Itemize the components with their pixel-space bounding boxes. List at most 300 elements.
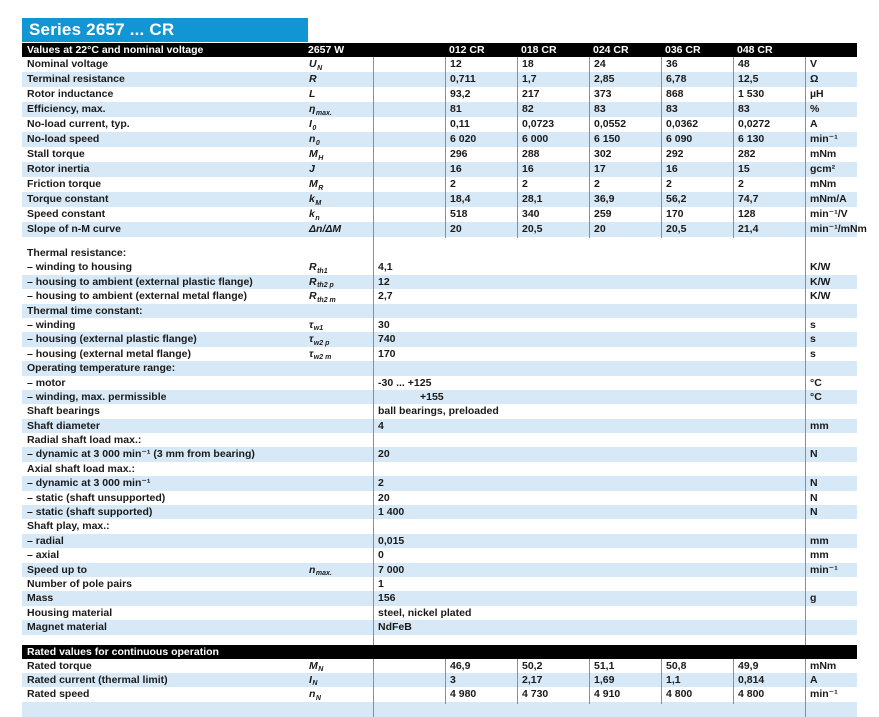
- row-unit: mm: [805, 534, 857, 548]
- row-label: Shaft bearings: [27, 405, 100, 418]
- symbol-main: R: [309, 290, 317, 303]
- row-unit: [805, 519, 857, 533]
- table-row: [22, 246, 857, 260]
- symbol-subscript: th1: [317, 267, 328, 275]
- row-symbol: [308, 117, 373, 133]
- cell-value: 292: [661, 147, 733, 163]
- cell-value: 15: [733, 162, 805, 178]
- gap-cell: [373, 72, 445, 88]
- cell-value: 81: [445, 102, 517, 118]
- row-unit: µH: [805, 87, 857, 103]
- cell-value: 20,5: [517, 222, 589, 238]
- row-label: No-load current, typ.: [27, 118, 130, 130]
- row-label: – winding to housing: [27, 261, 132, 274]
- cell-value: 82: [517, 102, 589, 118]
- row-label: Rotor inductance: [27, 88, 114, 100]
- row-symbol: [308, 361, 373, 375]
- row-label: Rated torque: [27, 659, 92, 672]
- cell-value: 46,9: [445, 659, 517, 675]
- row-symbol: [308, 57, 373, 73]
- row-symbol: [308, 390, 373, 404]
- cell-value: 36,9: [589, 192, 661, 208]
- cell-value: 51,1: [589, 659, 661, 675]
- row-label: – housing (external plastic flange): [27, 333, 197, 346]
- row-symbol: [308, 162, 373, 178]
- symbol-subscript: N: [315, 694, 321, 702]
- row-label: Speed constant: [27, 208, 106, 220]
- row-label: – dynamic at 3 000 min⁻¹ (3 mm from bearing): [27, 448, 255, 461]
- row-value: 2,7: [373, 289, 805, 305]
- table-row: [22, 404, 857, 418]
- table-row: [22, 57, 857, 72]
- table-header-bar: [22, 43, 857, 57]
- cell-value: 48: [733, 57, 805, 73]
- row-unit: [805, 304, 857, 318]
- row-symbol: [308, 222, 373, 238]
- row-symbol: [308, 433, 373, 447]
- symbol-subscript: 0: [315, 139, 320, 147]
- row-label: – winding: [27, 318, 76, 331]
- table-row: [22, 132, 857, 147]
- table-row: [22, 390, 857, 404]
- cell-value: 83: [733, 102, 805, 118]
- row-symbol: [308, 447, 373, 461]
- table-row: [22, 102, 857, 117]
- row-value: [373, 304, 805, 318]
- table-row: [22, 462, 857, 476]
- symbol-main: J: [309, 163, 315, 175]
- row-unit: s: [805, 318, 857, 334]
- cell-value: 288: [517, 147, 589, 163]
- symbol-main: Δn/ΔM: [309, 223, 342, 235]
- cell-value: 282: [733, 147, 805, 163]
- table-row: [22, 192, 857, 207]
- symbol-main: n: [309, 688, 316, 701]
- row-value: 2: [373, 476, 805, 490]
- row-symbol: [308, 577, 373, 591]
- gap-cell: [373, 57, 445, 73]
- cell-value: 83: [661, 102, 733, 118]
- cell-value: 2: [445, 177, 517, 193]
- row-label: Terminal resistance: [27, 73, 125, 85]
- header-caption: Values at 22°C and nominal voltage: [27, 44, 204, 56]
- row-value: NdFeB: [373, 620, 805, 634]
- cell-value: 2,85: [589, 72, 661, 88]
- row-unit: %: [805, 102, 857, 118]
- symbol-subscript: w2 p: [313, 339, 330, 347]
- row-symbol: [308, 548, 373, 562]
- row-label: Shaft diameter: [27, 419, 100, 432]
- cell-value: 6 000: [517, 132, 589, 148]
- cell-value: 1 530: [733, 87, 805, 103]
- cell-value: 170: [661, 207, 733, 223]
- table-row: [22, 275, 857, 289]
- variant-column-header: 012 CR: [449, 44, 485, 56]
- cell-value: 12: [445, 57, 517, 73]
- row-unit: [805, 404, 857, 418]
- table-row: [22, 87, 857, 102]
- cell-value: 296: [445, 147, 517, 163]
- symbol-subscript: th2 p: [317, 282, 334, 290]
- row-symbol: [308, 606, 373, 620]
- symbol-main: R: [309, 261, 317, 274]
- cell-value: 6 020: [445, 132, 517, 148]
- row-value: 0: [373, 548, 805, 562]
- row-value: 156: [373, 591, 805, 605]
- table-row: [22, 177, 857, 192]
- row-value: 20: [373, 447, 805, 461]
- row-label: No-load speed: [27, 133, 100, 145]
- row-unit: gcm²: [805, 162, 857, 178]
- row-value: 7 000: [373, 563, 805, 579]
- symbol-subscript: n: [315, 214, 320, 222]
- symbol-main: I: [309, 673, 312, 686]
- table-row: [22, 476, 857, 490]
- row-label: Shaft play, max.:: [27, 520, 110, 533]
- rated-header-bar: [22, 645, 857, 659]
- row-label: – axial: [27, 549, 60, 562]
- cell-value: 4 800: [661, 687, 733, 703]
- symbol-main: R: [309, 275, 317, 288]
- bottom-band: [22, 702, 857, 717]
- symbol-subscript: R: [318, 184, 324, 192]
- row-unit: [805, 246, 857, 260]
- table-row: [22, 207, 857, 222]
- table-row: [22, 361, 857, 375]
- row-unit: mm: [805, 419, 857, 433]
- cell-value: 16: [661, 162, 733, 178]
- row-value: 20: [373, 491, 805, 505]
- symbol-main: η: [309, 103, 316, 115]
- cell-value: 4 730: [517, 687, 589, 703]
- row-unit: K/W: [805, 275, 857, 291]
- rated-header-caption: Rated values for continuous operation: [27, 645, 219, 658]
- section-gap: [22, 237, 857, 246]
- row-unit: [805, 361, 857, 375]
- cell-value: 302: [589, 147, 661, 163]
- gap-filler: [373, 702, 805, 717]
- symbol-main: M: [309, 178, 318, 190]
- header-unit-cell: [805, 43, 857, 57]
- symbol-main: τ: [309, 318, 314, 331]
- row-unit: °C: [805, 390, 857, 404]
- gap-filler: [805, 635, 857, 645]
- gap-cell: [373, 192, 445, 208]
- row-label: Rotor inertia: [27, 163, 90, 175]
- cell-value: 1,7: [517, 72, 589, 88]
- cell-value: 24: [589, 57, 661, 73]
- cell-value: 93,2: [445, 87, 517, 103]
- row-label: Torque constant: [27, 193, 109, 205]
- table-row: [22, 347, 857, 361]
- symbol-main: R: [309, 73, 317, 85]
- table-row: [22, 433, 857, 447]
- row-value: [373, 246, 805, 260]
- row-symbol: [308, 620, 373, 634]
- row-label: Housing material: [27, 606, 113, 619]
- table-row: [22, 563, 857, 577]
- table-row: [22, 304, 857, 318]
- row-symbol: [308, 192, 373, 208]
- cell-value: 50,8: [661, 659, 733, 675]
- cell-value: 20: [445, 222, 517, 238]
- symbol-subscript: N: [317, 64, 323, 72]
- cell-value: 4 980: [445, 687, 517, 703]
- gap-cell: [373, 147, 445, 163]
- row-unit: mm: [805, 548, 857, 562]
- row-label: – dynamic at 3 000 min⁻¹: [27, 477, 151, 490]
- row-value: [373, 433, 805, 447]
- table-row: [22, 505, 857, 519]
- variant-column-header: 048 CR: [737, 44, 773, 56]
- gap-filler: [22, 237, 373, 246]
- gap-cell: [373, 102, 445, 118]
- row-unit: V: [805, 57, 857, 73]
- row-label: Stall torque: [27, 148, 85, 160]
- row-value: 12: [373, 275, 805, 291]
- row-symbol: [308, 476, 373, 490]
- table-row: [22, 606, 857, 620]
- spec-rows-section: [22, 57, 867, 237]
- cell-value: 4 800: [733, 687, 805, 703]
- gap-cell: [373, 132, 445, 148]
- row-unit: s: [805, 332, 857, 348]
- symbol-subscript: w1: [313, 325, 324, 333]
- gap-filler: [22, 635, 373, 645]
- row-symbol: [308, 72, 373, 88]
- cell-value: 0,711: [445, 72, 517, 88]
- row-symbol: [308, 519, 373, 533]
- table-row: [22, 72, 857, 87]
- symbol-subscript: H: [318, 154, 324, 162]
- cell-value: 83: [589, 102, 661, 118]
- cell-value: 0,814: [733, 673, 805, 689]
- page-title: Series 2657 ... CR: [22, 18, 308, 42]
- row-label: Thermal resistance:: [27, 247, 127, 259]
- table-row: [22, 332, 857, 346]
- row-symbol: [308, 87, 373, 103]
- cell-value: 518: [445, 207, 517, 223]
- cell-value: 1,1: [661, 673, 733, 689]
- row-unit: mNm/A: [805, 192, 857, 208]
- table-row: [22, 260, 857, 274]
- table-row: [22, 289, 857, 303]
- table-row: [22, 620, 857, 634]
- cell-value: 2: [517, 177, 589, 193]
- symbol-subscript: th2 m: [317, 296, 336, 304]
- row-symbol: [308, 534, 373, 548]
- row-label: Nominal voltage: [27, 58, 109, 70]
- cell-value: 1,69: [589, 673, 661, 689]
- gap-filler: [22, 702, 373, 717]
- row-label: Friction torque: [27, 178, 102, 190]
- symbol-main: τ: [309, 347, 314, 360]
- cell-value: 20,5: [661, 222, 733, 238]
- row-value: [373, 519, 805, 533]
- gap-cell: [373, 207, 445, 223]
- row-value: 4,1: [373, 260, 805, 276]
- cell-value: 50,2: [517, 659, 589, 675]
- row-unit: min⁻¹/V: [805, 207, 857, 223]
- row-label: – static (shaft supported): [27, 506, 153, 519]
- row-symbol: [308, 404, 373, 418]
- cell-value: 2,17: [517, 673, 589, 689]
- header-gap-cell: [373, 43, 445, 57]
- row-symbol: [308, 505, 373, 519]
- cell-value: 6 150: [589, 132, 661, 148]
- row-label: Magnet material: [27, 621, 107, 634]
- table-row: [22, 548, 857, 562]
- row-label: Mass: [27, 592, 54, 605]
- gap-cell: [373, 162, 445, 178]
- row-label: Rated current (thermal limit): [27, 673, 168, 686]
- row-unit: N: [805, 505, 857, 519]
- cell-value: 0,0552: [589, 117, 661, 133]
- row-unit: [805, 433, 857, 447]
- row-value: 1: [373, 577, 805, 591]
- row-unit: min⁻¹: [805, 563, 857, 579]
- table-row: [22, 447, 857, 461]
- cell-value: 373: [589, 87, 661, 103]
- cell-value: 868: [661, 87, 733, 103]
- row-symbol: [308, 177, 373, 193]
- row-unit: K/W: [805, 260, 857, 276]
- symbol-main: M: [309, 148, 318, 160]
- variant-column-header: 024 CR: [593, 44, 629, 56]
- row-unit: N: [805, 491, 857, 505]
- row-value: +155: [373, 390, 805, 404]
- row-label: Axial shaft load max.:: [27, 462, 135, 475]
- cell-value: 16: [517, 162, 589, 178]
- row-unit: [805, 462, 857, 476]
- cell-value: 16: [445, 162, 517, 178]
- row-label: Slope of n-M curve: [27, 223, 121, 235]
- rated-rows-section: [22, 659, 857, 702]
- row-unit: min⁻¹: [805, 687, 857, 703]
- row-unit: K/W: [805, 289, 857, 305]
- cell-value: 128: [733, 207, 805, 223]
- symbol-subscript: max.: [315, 570, 332, 578]
- cell-value: 28,1: [517, 192, 589, 208]
- table-row: [22, 534, 857, 548]
- symbol-main: I: [309, 118, 312, 130]
- row-value: 740: [373, 332, 805, 348]
- table-row: [22, 117, 857, 132]
- row-symbol: [308, 419, 373, 433]
- cell-value: 18: [517, 57, 589, 73]
- table-row: [22, 519, 857, 533]
- row-value: 1 400: [373, 505, 805, 519]
- table-row: [22, 659, 857, 673]
- symbol-subscript: N: [312, 680, 318, 688]
- symbol-subscript: max.: [315, 109, 332, 117]
- table-row: [22, 147, 857, 162]
- row-symbol: [308, 304, 373, 318]
- row-value: [373, 361, 805, 375]
- gap-cell: [373, 177, 445, 193]
- table-row: [22, 673, 857, 687]
- row-label: – radial: [27, 534, 64, 547]
- row-value: 30: [373, 318, 805, 334]
- row-unit: min⁻¹/mNm: [805, 222, 857, 238]
- row-unit: [805, 606, 857, 620]
- row-label: Rated speed: [27, 688, 90, 701]
- table-row: [22, 419, 857, 433]
- cell-value: 0,0272: [733, 117, 805, 133]
- row-symbol: [308, 376, 373, 390]
- row-unit: g: [805, 591, 857, 605]
- cell-value: 18,4: [445, 192, 517, 208]
- spec-table: [22, 43, 867, 717]
- row-value: steel, nickel plated: [373, 606, 805, 620]
- table-row: [22, 591, 857, 605]
- row-unit: min⁻¹: [805, 132, 857, 148]
- symbol-main: n: [309, 563, 316, 576]
- row-label: Operating temperature range:: [27, 362, 176, 375]
- row-value: 0,015: [373, 534, 805, 548]
- symbol-main: M: [309, 659, 318, 672]
- row-unit: [805, 620, 857, 634]
- cell-value: 2: [733, 177, 805, 193]
- variant-column-header: 018 CR: [521, 44, 557, 56]
- cell-value: 12,5: [733, 72, 805, 88]
- row-symbol: [308, 102, 373, 118]
- row-symbol: [308, 462, 373, 476]
- section-gap: [22, 635, 857, 645]
- header-series-code: 2657 W: [308, 44, 345, 56]
- gap-cell: [373, 222, 445, 238]
- gap-cell: [373, 87, 445, 103]
- table-row: [22, 491, 857, 505]
- row-label: Thermal time constant:: [27, 304, 143, 317]
- row-value: ball bearings, preloaded: [373, 404, 805, 418]
- row-unit: A: [805, 117, 857, 133]
- row-unit: A: [805, 673, 857, 689]
- cell-value: 20: [589, 222, 661, 238]
- row-label: – winding, max. permissible: [27, 390, 167, 403]
- cell-value: 340: [517, 207, 589, 223]
- symbol-main: k: [309, 193, 315, 205]
- table-row: [22, 162, 857, 177]
- row-label: – housing (external metal flange): [27, 347, 191, 360]
- row-unit: s: [805, 347, 857, 363]
- row-unit: [805, 577, 857, 591]
- table-row: [22, 577, 857, 591]
- symbol-main: L: [309, 88, 316, 100]
- cell-value: 0,11: [445, 117, 517, 133]
- row-symbol: [308, 491, 373, 505]
- cell-value: 217: [517, 87, 589, 103]
- symbol-subscript: M: [315, 199, 322, 207]
- row-label: Radial shaft load max.:: [27, 434, 142, 447]
- gap-filler: [373, 237, 805, 246]
- row-unit: °C: [805, 376, 857, 390]
- cell-value: 17: [589, 162, 661, 178]
- symbol-subscript: 0: [312, 124, 317, 132]
- symbol-main: n: [309, 133, 316, 145]
- row-value: 4: [373, 419, 805, 433]
- symbol-main: U: [309, 58, 317, 70]
- row-label: – static (shaft unsupported): [27, 491, 166, 504]
- symbol-main: τ: [309, 333, 314, 346]
- row-label: – housing to ambient (external metal flange): [27, 290, 247, 303]
- row-symbol: [308, 591, 373, 605]
- symbol-subscript: N: [318, 666, 324, 674]
- row-label: Number of pole pairs: [27, 577, 133, 590]
- cell-value: 21,4: [733, 222, 805, 238]
- row-label: – motor: [27, 376, 66, 389]
- row-unit: Ω: [805, 72, 857, 88]
